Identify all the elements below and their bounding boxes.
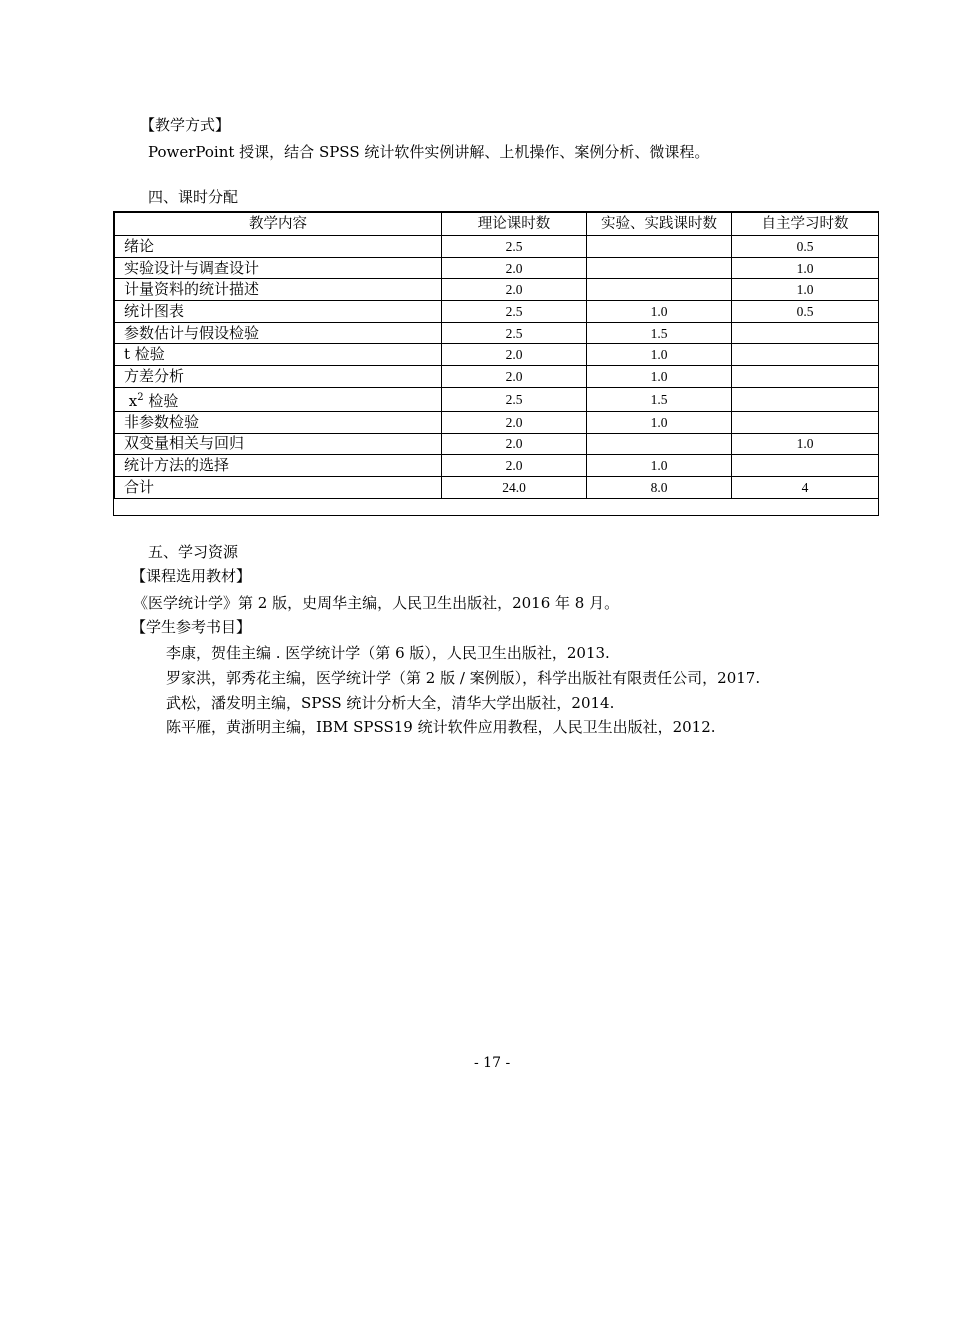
row-theory-total: 24.0: [442, 476, 587, 498]
row-theory: 2.0: [442, 344, 587, 366]
section5-title: 五、学习资源: [148, 543, 239, 561]
table-header-row: [115, 213, 879, 236]
header-practice-hours: 实验、实践课时数: [587, 213, 732, 236]
row-self: 0.5: [732, 236, 879, 258]
row-self: [732, 322, 879, 344]
header-theory-hours: 理论课时数: [442, 213, 587, 236]
table-row: [115, 257, 879, 279]
reference-item: 陈平雁，黄浙明主编，IBM SPSS19 统计软件应用教程，人民卫生出版社，2012.: [166, 718, 716, 736]
row-practice: [587, 433, 732, 455]
row-topic: 非参数检验: [115, 411, 442, 433]
row-self: 0.5: [732, 301, 879, 323]
table-row: [115, 366, 879, 388]
row-practice: 1.5: [587, 387, 732, 411]
table-row: [115, 301, 879, 323]
row-self: [732, 455, 879, 477]
row-theory: 2.0: [442, 411, 587, 433]
header-content: 教学内容: [115, 213, 442, 236]
page-number: - 17 -: [474, 1055, 511, 1071]
references-heading: 【学生参考书目】: [131, 618, 252, 636]
table-row: [115, 322, 879, 344]
row-theory: 2.5: [442, 387, 587, 411]
row-self: 1.0: [732, 257, 879, 279]
row-practice: 1.0: [587, 455, 732, 477]
row-topic-chi-square: [115, 387, 442, 411]
table-row: [115, 411, 879, 433]
row-practice: [587, 236, 732, 258]
reference-item: 罗家洪，郭秀花主编，医学统计学（第 2 版 / 案例版），科学出版社有限责任公司，2017.: [166, 669, 761, 687]
row-self: [732, 344, 879, 366]
table-row: [115, 236, 879, 258]
chi-label: 检验: [148, 391, 179, 410]
table-row: [115, 279, 879, 301]
row-practice: [587, 257, 732, 279]
row-topic: 方差分析: [115, 366, 442, 388]
hours-table: [114, 212, 879, 499]
row-practice-total: 8.0: [587, 476, 732, 498]
table-row: [115, 433, 879, 455]
row-theory: 2.5: [442, 301, 587, 323]
row-topic-total: 合计: [115, 476, 442, 498]
row-self: [732, 387, 879, 411]
row-topic: 双变量相关与回归: [115, 433, 442, 455]
teaching-method-text: PowerPoint 授课，结合 SPSS 统计软件实例讲解、上机操作、案例分析、微课程。: [148, 143, 710, 161]
row-theory: 2.0: [442, 455, 587, 477]
textbook-entry: 《医学统计学》第 2 版，史周华主编，人民卫生出版社，2016 年 8 月。: [133, 594, 620, 612]
row-theory: 2.0: [442, 366, 587, 388]
reference-item: 武松，潘发明主编，SPSS 统计分析大全，清华大学出版社，2014.: [166, 694, 615, 712]
row-topic: t 检验: [115, 344, 442, 366]
row-practice: 1.0: [587, 366, 732, 388]
row-topic: 绪论: [115, 236, 442, 258]
row-self-total: 4: [732, 476, 879, 498]
table-row: [115, 455, 879, 477]
reference-item: 李康，贺佳主编 . 医学统计学（第 6 版），人民卫生出版社，2013.: [166, 644, 610, 662]
row-practice: 1.5: [587, 322, 732, 344]
row-theory: 2.5: [442, 236, 587, 258]
row-theory: 2.0: [442, 279, 587, 301]
row-topic: 计量资料的统计描述: [115, 279, 442, 301]
table-row: [115, 344, 879, 366]
row-theory: 2.0: [442, 433, 587, 455]
table-total-row: [115, 476, 879, 498]
row-self: 1.0: [732, 433, 879, 455]
section4-title: 四、课时分配: [148, 188, 239, 206]
row-practice: [587, 279, 732, 301]
row-topic: 统计图表: [115, 301, 442, 323]
row-self: 1.0: [732, 279, 879, 301]
textbook-heading: 【课程选用教材】: [131, 567, 252, 585]
teaching-method-heading: 【教学方式】: [140, 116, 231, 134]
row-self: [732, 366, 879, 388]
row-theory: 2.5: [442, 322, 587, 344]
table-row: [115, 387, 879, 411]
row-practice: 1.0: [587, 344, 732, 366]
row-practice: 1.0: [587, 301, 732, 323]
row-topic: 统计方法的选择: [115, 455, 442, 477]
row-practice: 1.0: [587, 411, 732, 433]
chi-symbol: x: [128, 391, 138, 410]
chi-superscript: 2: [137, 391, 144, 403]
row-self: [732, 411, 879, 433]
row-topic: 实验设计与调查设计: [115, 257, 442, 279]
header-self-study-hours: 自主学习时数: [732, 213, 879, 236]
row-theory: 2.0: [442, 257, 587, 279]
row-topic: 参数估计与假设检验: [115, 322, 442, 344]
